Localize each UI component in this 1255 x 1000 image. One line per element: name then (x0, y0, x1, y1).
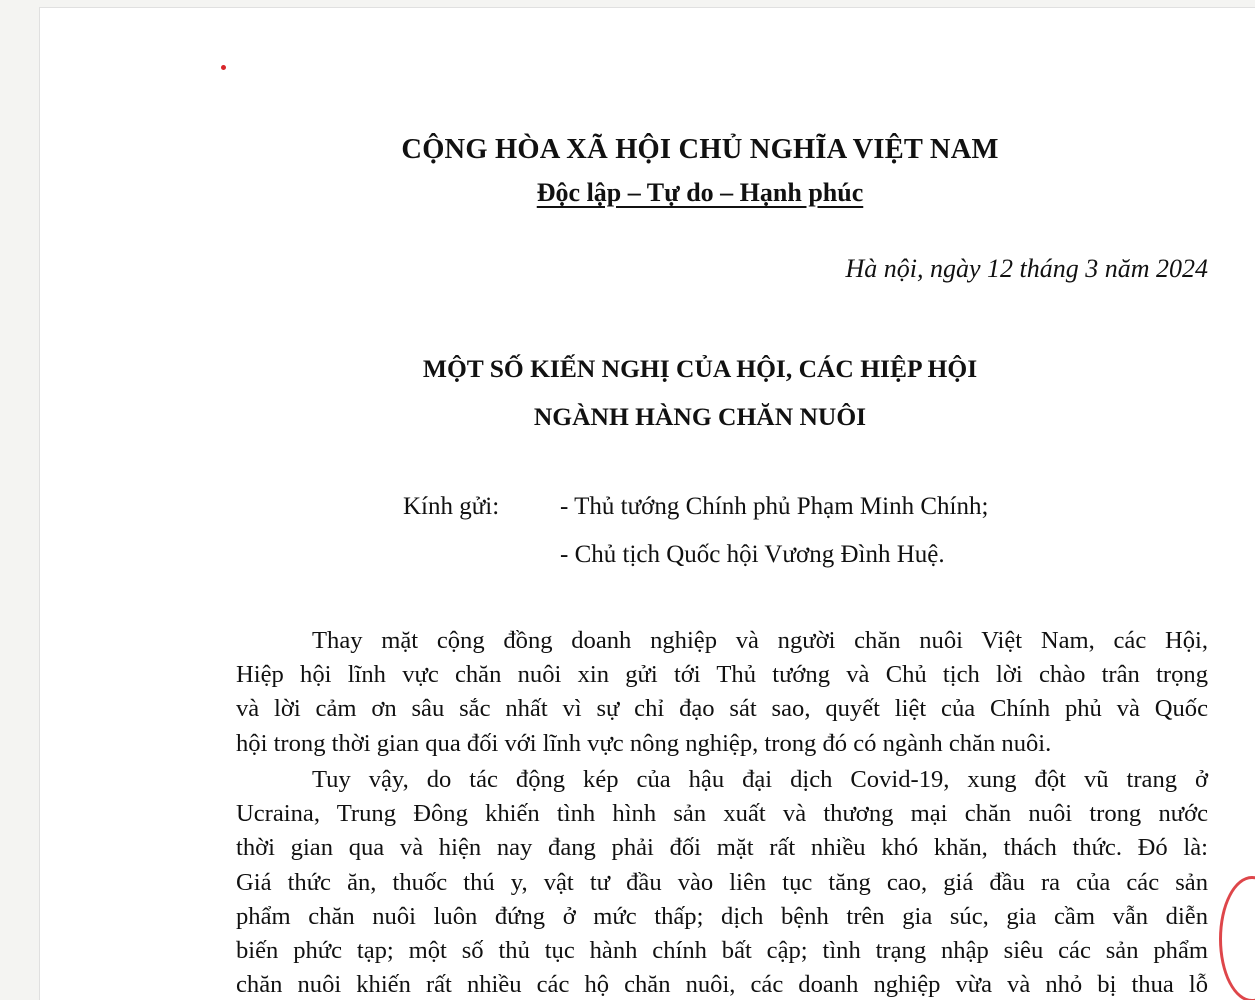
recipient-prime-minister: - Thủ tướng Chính phủ Phạm Minh Chính; (560, 493, 989, 520)
document-title-line-1: MỘT SỐ KIẾN NGHỊ CỦA HỘI, CÁC HIỆP HỘI (422, 354, 978, 383)
body-paragraph-1 (236, 624, 1208, 761)
red-ink-mark (221, 65, 226, 70)
paragraph-line: Giá thức ăn, thuốc thú y, vật tư đầu vào liên tục tăng cao, giá đầu ra của các sản (236, 868, 1208, 896)
paragraph-line: Hiệp hội lĩnh vực chăn nuôi xin gửi tới Thủ tướng và Chủ tịch lời chào trân trọng (236, 661, 1208, 689)
body-paragraph-2 (236, 763, 1208, 1000)
date-line: Hà nội, ngày 12 tháng 3 năm 2024 (845, 254, 1208, 283)
paragraph-line: và lời cảm ơn sâu sắc nhất vì sự chỉ đạo sát sao, quyết liệt của Chính phủ và Quốc (236, 695, 1208, 723)
paragraph-line: Tuy vậy, do tác động kép của hậu đại dịch Covid-19, xung đột vũ trang ở (312, 766, 1208, 793)
paragraph-line: Thay mặt cộng đồng doanh nghiệp và người chăn nuôi Việt Nam, các Hội, (312, 627, 1208, 654)
national-header: CỘNG HÒA XÃ HỘI CHỦ NGHĨA VIỆT NAM (401, 134, 999, 165)
recipients-label: Kính gửi: (403, 493, 500, 520)
motto-text: Độc lập – Tự do – Hạnh phúc (536, 178, 864, 207)
paragraph-line: thời gian qua và hiện nay đang phải đối mặt rất nhiều khó khăn, thách thức. Đó là: (236, 834, 1208, 862)
red-stamp-edge (1219, 876, 1255, 1000)
paragraph-line: hội trong thời gian qua đối với lĩnh vực nông nghiệp, trong đó có ngành chăn nuôi. (236, 729, 1052, 757)
recipient-assembly-chairman: - Chủ tịch Quốc hội Vương Đình Huệ. (560, 541, 945, 568)
document-title-line-2: NGÀNH HÀNG CHĂN NUÔI (533, 402, 867, 431)
national-motto (370, 178, 1030, 208)
paragraph-line: phẩm chăn nuôi luôn đứng ở mức thấp; dịch bệnh trên gia súc, gia cầm vẫn diễn (236, 902, 1208, 930)
paragraph-line: Ucraina, Trung Đông khiến tình hình sản xuất và thương mại chăn nuôi trong nước (236, 800, 1208, 828)
paragraph-line: biến phức tạp; một số thủ tục hành chính bất cập; tình trạng nhập siêu các sản phẩm (236, 936, 1208, 964)
document-page (40, 8, 1255, 1000)
paragraph-line: chăn nuôi khiến rất nhiều các hộ chăn nuôi, các doanh nghiệp vừa và nhỏ bị thua lỗ (236, 971, 1208, 999)
